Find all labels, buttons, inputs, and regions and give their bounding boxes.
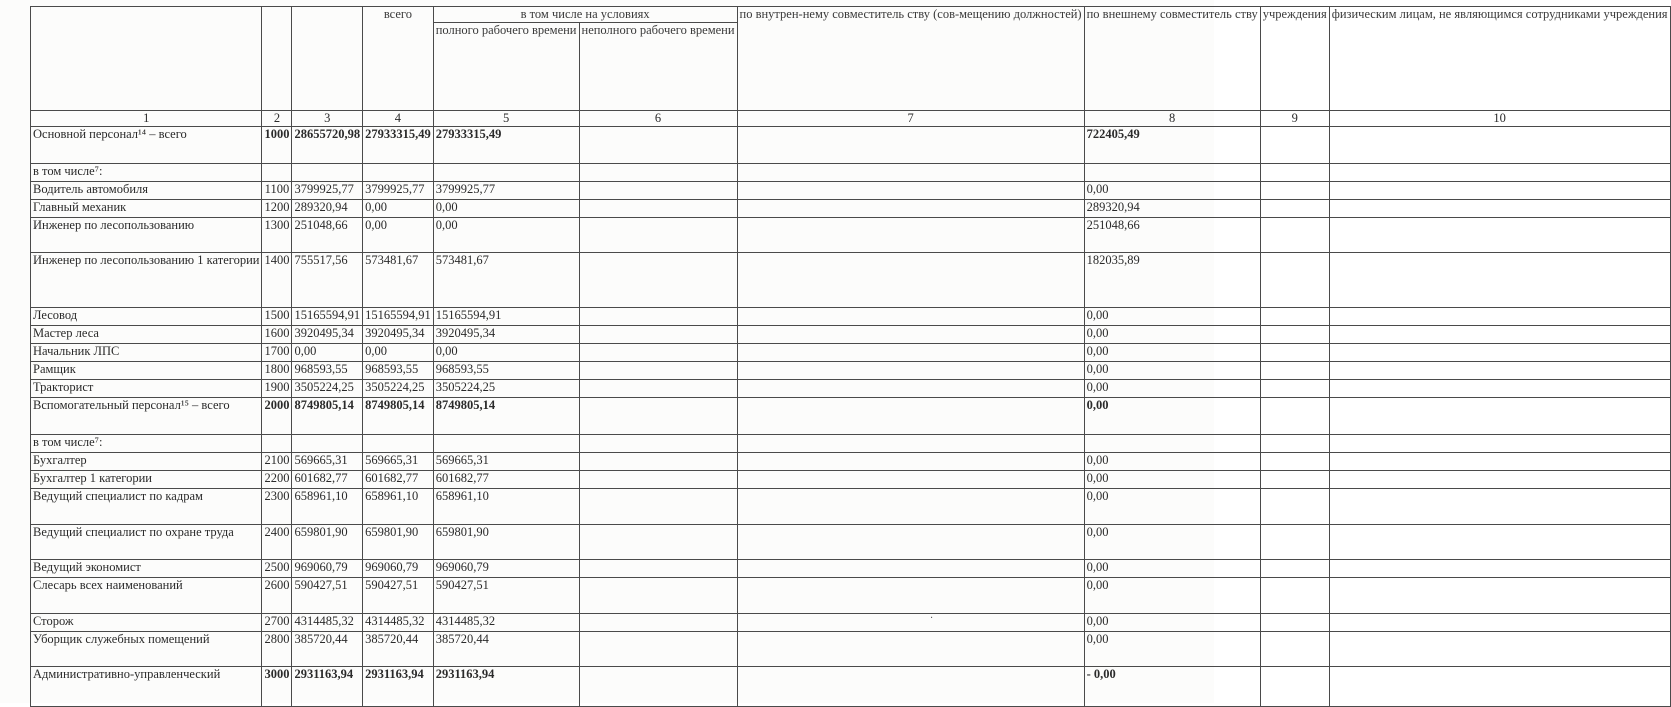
- value-col6: [579, 489, 737, 525]
- value-col5: 659801,90: [433, 525, 579, 560]
- value-col3: 8749805,14: [292, 398, 363, 435]
- value-col10: [1329, 667, 1670, 707]
- value-col10: [1329, 471, 1670, 489]
- value-col3: 569665,31: [292, 453, 363, 471]
- header-col5: полного рабочего времени: [433, 23, 579, 111]
- table-row: [31, 471, 1671, 489]
- row-name: Инженер по лесопользованию 1 категории: [31, 253, 262, 308]
- value-col6: [579, 344, 737, 362]
- value-col9: [1260, 182, 1329, 200]
- value-col9: [1260, 164, 1329, 182]
- value-col5: [433, 164, 579, 182]
- value-col10: [1329, 632, 1670, 667]
- row-code: 1600: [262, 326, 292, 344]
- table-row: [31, 200, 1671, 218]
- value-col10: [1329, 435, 1670, 453]
- row-code: 2200: [262, 471, 292, 489]
- row-name: Бухгалтер: [31, 453, 262, 471]
- value-col4: 385720,44: [363, 632, 434, 667]
- value-col4: 3505224,25: [363, 380, 434, 398]
- row-code: 2600: [262, 578, 292, 614]
- salary-fund-table: [30, 6, 1671, 707]
- header-cell-2: [262, 7, 292, 111]
- value-col7: [737, 525, 1084, 560]
- table-row: [31, 362, 1671, 380]
- table-row: [31, 578, 1671, 614]
- value-col4: 0,00: [363, 200, 434, 218]
- value-col8: 0,00: [1084, 614, 1260, 632]
- value-col4: [363, 435, 434, 453]
- value-col9: [1260, 453, 1329, 471]
- value-col5: 27933315,49: [433, 127, 579, 164]
- value-col3: 590427,51: [292, 578, 363, 614]
- value-col8: 0,00: [1084, 308, 1260, 326]
- value-col6: [579, 218, 737, 253]
- row-code: [262, 435, 292, 453]
- value-col10: [1329, 578, 1670, 614]
- value-col9: [1260, 253, 1329, 308]
- scan-speck: ·: [930, 613, 934, 624]
- value-col7: [737, 308, 1084, 326]
- header-row-top: [31, 7, 1671, 23]
- value-col7: [737, 435, 1084, 453]
- column-number: 2: [262, 111, 292, 127]
- value-col10: [1329, 127, 1670, 164]
- column-number: 4: [363, 111, 434, 127]
- value-col7: [737, 253, 1084, 308]
- table-row: [31, 614, 1671, 632]
- value-col8: 0,00: [1084, 398, 1260, 435]
- row-code: 1000: [262, 127, 292, 164]
- value-col7: [737, 344, 1084, 362]
- value-col4: 4314485,32: [363, 614, 434, 632]
- value-col5: 15165594,91: [433, 308, 579, 326]
- value-col6: [579, 471, 737, 489]
- value-col10: [1329, 182, 1670, 200]
- value-col7: [737, 453, 1084, 471]
- value-col8: 0,00: [1084, 578, 1260, 614]
- row-name: Ведущий экономист: [31, 560, 262, 578]
- value-col9: [1260, 362, 1329, 380]
- row-name: Рамщик: [31, 362, 262, 380]
- value-col4: 3920495,34: [363, 326, 434, 344]
- value-col3: [292, 164, 363, 182]
- value-col10: [1329, 560, 1670, 578]
- row-name: Начальник ЛПС: [31, 344, 262, 362]
- value-col7: [737, 632, 1084, 667]
- value-col3: 601682,77: [292, 471, 363, 489]
- value-col10: [1329, 253, 1670, 308]
- row-code: 1900: [262, 380, 292, 398]
- row-code: 2000: [262, 398, 292, 435]
- value-col9: [1260, 344, 1329, 362]
- value-col8: 0,00: [1084, 489, 1260, 525]
- table-row: [31, 308, 1671, 326]
- table-row: [31, 398, 1671, 435]
- value-col4: 969060,79: [363, 560, 434, 578]
- value-col3: 968593,55: [292, 362, 363, 380]
- value-col7: [737, 614, 1084, 632]
- header-col10: физическим лицам, не являющимся сотрудниками учреждения: [1329, 7, 1670, 111]
- value-col7: [737, 326, 1084, 344]
- table-row: [31, 253, 1671, 308]
- column-number: 9: [1260, 111, 1329, 127]
- value-col3: 3799925,77: [292, 182, 363, 200]
- table-row: [31, 435, 1671, 453]
- value-col8: 0,00: [1084, 380, 1260, 398]
- value-col3: 385720,44: [292, 632, 363, 667]
- value-col3: 289320,94: [292, 200, 363, 218]
- value-col9: [1260, 326, 1329, 344]
- row-name: Мастер леса: [31, 326, 262, 344]
- value-col6: [579, 308, 737, 326]
- value-col6: [579, 182, 737, 200]
- value-col3: 659801,90: [292, 525, 363, 560]
- value-col6: [579, 200, 737, 218]
- value-col10: [1329, 362, 1670, 380]
- value-col5: 573481,67: [433, 253, 579, 308]
- value-col9: [1260, 471, 1329, 489]
- header-col6: неполного рабочего времени: [579, 23, 737, 111]
- value-col3: 969060,79: [292, 560, 363, 578]
- row-name: Административно-управленческий: [31, 667, 262, 707]
- value-col4: 573481,67: [363, 253, 434, 308]
- value-col9: [1260, 435, 1329, 453]
- value-col10: [1329, 398, 1670, 435]
- value-col9: [1260, 218, 1329, 253]
- value-col7: [737, 380, 1084, 398]
- header-col9: учреждения: [1260, 7, 1329, 111]
- row-name: Вспомогательный персонал¹⁵ – всего: [31, 398, 262, 435]
- header-col7: по внутрен-нему совместитель ству (сов-мещению должностей): [737, 7, 1084, 111]
- value-col4: 8749805,14: [363, 398, 434, 435]
- value-col4: 2931163,94: [363, 667, 434, 707]
- value-col4: 27933315,49: [363, 127, 434, 164]
- value-col5: 601682,77: [433, 471, 579, 489]
- value-col6: [579, 525, 737, 560]
- row-code: 1400: [262, 253, 292, 308]
- value-col3: 2931163,94: [292, 667, 363, 707]
- value-col8: 0,00: [1084, 182, 1260, 200]
- value-col4: 590427,51: [363, 578, 434, 614]
- row-name: Уборщик служебных помещений: [31, 632, 262, 667]
- value-col9: [1260, 489, 1329, 525]
- value-col6: [579, 435, 737, 453]
- value-col7: [737, 398, 1084, 435]
- row-code: 1200: [262, 200, 292, 218]
- value-col9: [1260, 525, 1329, 560]
- value-col4: 0,00: [363, 218, 434, 253]
- value-col7: [737, 164, 1084, 182]
- value-col3: 0,00: [292, 344, 363, 362]
- row-code: 1300: [262, 218, 292, 253]
- value-col3: 658961,10: [292, 489, 363, 525]
- value-col9: [1260, 380, 1329, 398]
- value-col3: 15165594,91: [292, 308, 363, 326]
- value-col8: 182035,89: [1084, 253, 1260, 308]
- value-col8: 0,00: [1084, 560, 1260, 578]
- value-col5: 569665,31: [433, 453, 579, 471]
- value-col10: [1329, 614, 1670, 632]
- value-col6: [579, 667, 737, 707]
- column-number: 10: [1329, 111, 1670, 127]
- column-number: 3: [292, 111, 363, 127]
- value-col9: [1260, 308, 1329, 326]
- value-col5: 3920495,34: [433, 326, 579, 344]
- value-col4: 0,00: [363, 344, 434, 362]
- value-col10: [1329, 344, 1670, 362]
- table-row: [31, 632, 1671, 667]
- header-col8: по внешнему совместитель ству: [1084, 7, 1260, 111]
- value-col8: - 0,00: [1084, 667, 1260, 707]
- table-row: [31, 218, 1671, 253]
- value-col7: [737, 667, 1084, 707]
- row-code: 2500: [262, 560, 292, 578]
- value-col5: [433, 435, 579, 453]
- value-col4: 601682,77: [363, 471, 434, 489]
- row-name: Водитель автомобиля: [31, 182, 262, 200]
- value-col8: 722405,49: [1084, 127, 1260, 164]
- value-col8: 0,00: [1084, 471, 1260, 489]
- value-col6: [579, 127, 737, 164]
- value-col10: [1329, 200, 1670, 218]
- value-col6: [579, 380, 737, 398]
- value-col5: 3505224,25: [433, 380, 579, 398]
- value-col4: 3799925,77: [363, 182, 434, 200]
- table-row: [31, 453, 1671, 471]
- header-col4: всего: [363, 7, 434, 111]
- value-col8: 0,00: [1084, 525, 1260, 560]
- value-col5: 968593,55: [433, 362, 579, 380]
- value-col9: [1260, 614, 1329, 632]
- value-col4: [363, 164, 434, 182]
- header-cell-1: [31, 7, 262, 111]
- value-col5: 590427,51: [433, 578, 579, 614]
- value-col5: 0,00: [433, 218, 579, 253]
- value-col3: 251048,66: [292, 218, 363, 253]
- column-number: 5: [433, 111, 579, 127]
- row-name: в том числе⁷:: [31, 435, 262, 453]
- value-col3: 3505224,25: [292, 380, 363, 398]
- column-number: 1: [31, 111, 262, 127]
- value-col3: 3920495,34: [292, 326, 363, 344]
- value-col3: 28655720,98: [292, 127, 363, 164]
- row-code: [262, 164, 292, 182]
- value-col8: 0,00: [1084, 453, 1260, 471]
- row-code: 2300: [262, 489, 292, 525]
- row-name: Ведущий специалист по охране труда: [31, 525, 262, 560]
- value-col8: [1084, 435, 1260, 453]
- value-col6: [579, 632, 737, 667]
- value-col10: [1329, 164, 1670, 182]
- value-col5: 3799925,77: [433, 182, 579, 200]
- row-code: 1700: [262, 344, 292, 362]
- row-name: Тракторист: [31, 380, 262, 398]
- row-name: Бухгалтер 1 категории: [31, 471, 262, 489]
- row-name: Слесарь всех наименований: [31, 578, 262, 614]
- value-col9: [1260, 560, 1329, 578]
- row-name: Сторож: [31, 614, 262, 632]
- table-row: [31, 344, 1671, 362]
- value-col4: 15165594,91: [363, 308, 434, 326]
- value-col7: [737, 489, 1084, 525]
- value-col9: [1260, 398, 1329, 435]
- column-number: 6: [579, 111, 737, 127]
- value-col8: 289320,94: [1084, 200, 1260, 218]
- value-col8: 251048,66: [1084, 218, 1260, 253]
- value-col3: 4314485,32: [292, 614, 363, 632]
- table-row: [31, 380, 1671, 398]
- value-col4: 658961,10: [363, 489, 434, 525]
- header-cell-3: [292, 7, 363, 111]
- value-col9: [1260, 632, 1329, 667]
- value-col6: [579, 398, 737, 435]
- table-row: [31, 489, 1671, 525]
- row-name: Основной персонал¹⁴ – всего: [31, 127, 262, 164]
- column-numbers-row: [31, 111, 1671, 127]
- value-col6: [579, 578, 737, 614]
- value-col3: [292, 435, 363, 453]
- value-col10: [1329, 453, 1670, 471]
- value-col6: [579, 362, 737, 380]
- row-code: 2100: [262, 453, 292, 471]
- value-col7: [737, 127, 1084, 164]
- value-col5: 0,00: [433, 200, 579, 218]
- value-col8: 0,00: [1084, 326, 1260, 344]
- value-col5: 969060,79: [433, 560, 579, 578]
- row-name: Главный механик: [31, 200, 262, 218]
- value-col6: [579, 614, 737, 632]
- value-col5: 658961,10: [433, 489, 579, 525]
- column-number: 7: [737, 111, 1084, 127]
- row-code: 1500: [262, 308, 292, 326]
- row-name: Инженер по лесопользованию: [31, 218, 262, 253]
- value-col7: [737, 560, 1084, 578]
- row-code: 2700: [262, 614, 292, 632]
- row-code: 1100: [262, 182, 292, 200]
- table-row: [31, 127, 1671, 164]
- value-col6: [579, 560, 737, 578]
- value-col7: [737, 182, 1084, 200]
- value-col5: 0,00: [433, 344, 579, 362]
- value-col7: [737, 578, 1084, 614]
- row-name: Лесовод: [31, 308, 262, 326]
- row-name: Ведущий специалист по кадрам: [31, 489, 262, 525]
- value-col5: 8749805,14: [433, 398, 579, 435]
- value-col4: 659801,90: [363, 525, 434, 560]
- value-col8: 0,00: [1084, 344, 1260, 362]
- header-group-conditions: в том числе на условиях: [433, 7, 737, 23]
- value-col10: [1329, 308, 1670, 326]
- row-code: 1800: [262, 362, 292, 380]
- table-row: [31, 667, 1671, 707]
- value-col7: [737, 200, 1084, 218]
- value-col10: [1329, 489, 1670, 525]
- value-col8: [1084, 164, 1260, 182]
- value-col7: [737, 362, 1084, 380]
- row-code: 3000: [262, 667, 292, 707]
- value-col9: [1260, 667, 1329, 707]
- table-row: [31, 525, 1671, 560]
- value-col9: [1260, 127, 1329, 164]
- value-col10: [1329, 326, 1670, 344]
- value-col6: [579, 164, 737, 182]
- row-name: в том числе⁷:: [31, 164, 262, 182]
- column-number: 8: [1084, 111, 1260, 127]
- value-col6: [579, 453, 737, 471]
- value-col7: [737, 471, 1084, 489]
- value-col7: [737, 218, 1084, 253]
- value-col10: [1329, 380, 1670, 398]
- value-col5: 4314485,32: [433, 614, 579, 632]
- value-col8: 0,00: [1084, 632, 1260, 667]
- value-col5: 385720,44: [433, 632, 579, 667]
- table-row: [31, 560, 1671, 578]
- value-col4: 968593,55: [363, 362, 434, 380]
- value-col3: 755517,56: [292, 253, 363, 308]
- value-col6: [579, 326, 737, 344]
- value-col9: [1260, 578, 1329, 614]
- row-code: 2800: [262, 632, 292, 667]
- table-row: [31, 326, 1671, 344]
- table-row: [31, 164, 1671, 182]
- value-col10: [1329, 525, 1670, 560]
- row-code: 2400: [262, 525, 292, 560]
- value-col6: [579, 253, 737, 308]
- value-col4: 569665,31: [363, 453, 434, 471]
- value-col9: [1260, 200, 1329, 218]
- value-col10: [1329, 218, 1670, 253]
- value-col8: 0,00: [1084, 362, 1260, 380]
- value-col5: 2931163,94: [433, 667, 579, 707]
- table-row: [31, 182, 1671, 200]
